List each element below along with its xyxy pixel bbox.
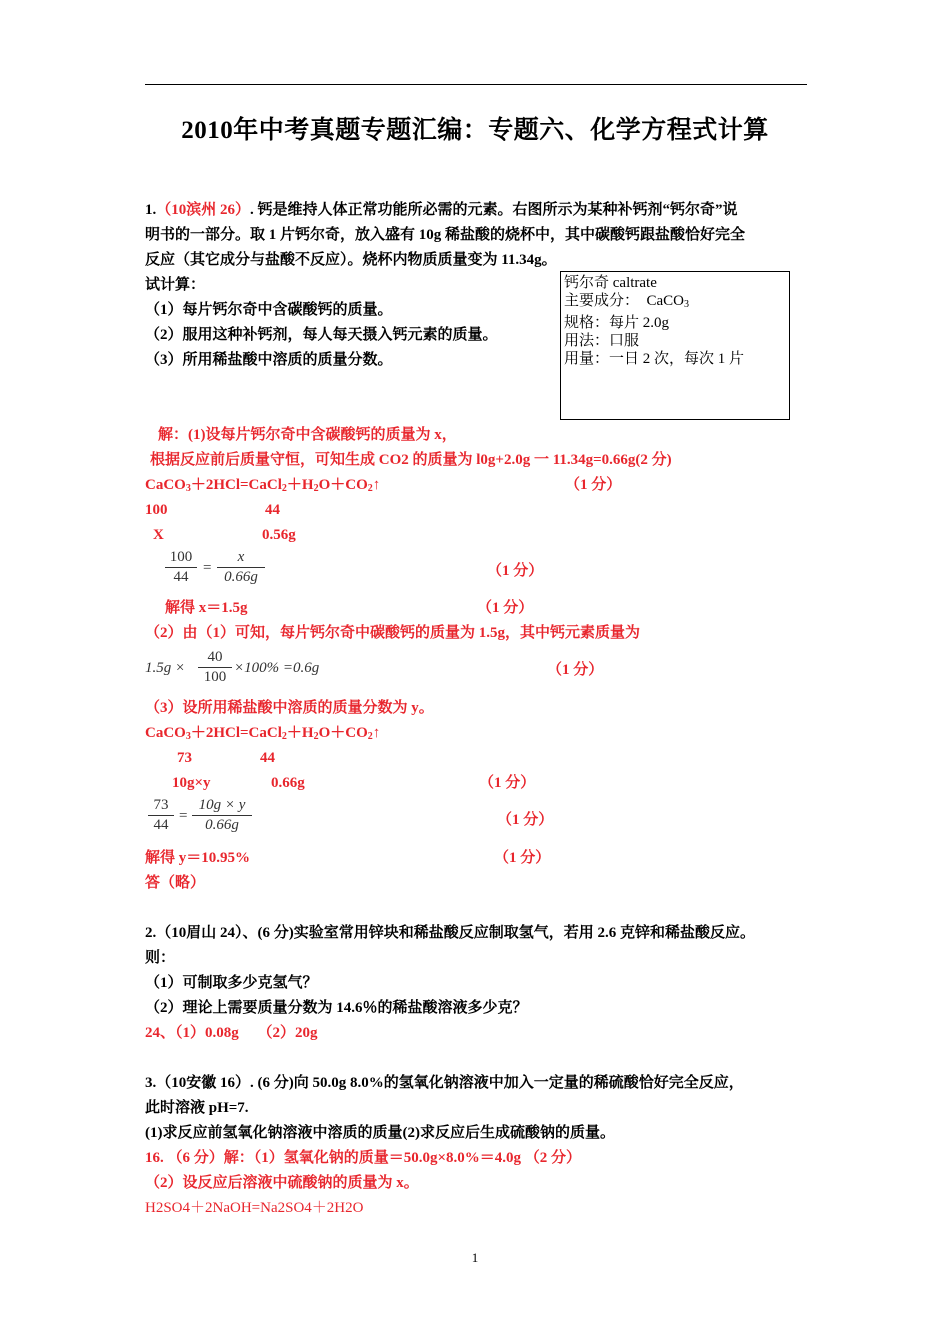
q2-line2: 则： [145,950,176,966]
q1-molar-44b: 44 [260,750,275,766]
score-mark: （1 分） [565,477,622,493]
q1-molar-100: 100 [145,502,168,518]
score-mark: （1 分） [547,662,604,678]
fraction-40-100: 40 100 [198,649,232,686]
q2-sub1: （1）可制取多少克氢气？ [145,975,318,991]
fraction-x-066: x 0.66g [217,549,265,586]
box-line2: 主要成分： CaCO$_3$ [564,293,690,310]
box-line4: 用法：口服 [564,333,640,349]
q3-line3: (1)求反应前氢氧化钠溶液中溶质的质量(2)求反应后生成硫酸钠的质量。 [145,1125,615,1141]
top-rule [145,84,807,85]
q2-answer: 24、（1）0.08g （2）20g [145,1025,318,1041]
q1-part3: （3）设所用稀盐酸中溶质的质量分数为 y。 [145,700,434,716]
fraction-10gy-066: 10g × y 0.66g [192,797,252,834]
fraction-73-44: 73 44 [148,797,174,834]
q1-solve-y: 解得 y＝10.95% [145,850,251,866]
page-number: 1 [471,1250,479,1265]
q1-sub1: （1）每片钙尔奇中含碳酸钙的质量。 [145,302,393,318]
q1-number: 1. [145,202,157,218]
q1-var-10gy: 10g×y [172,775,211,791]
q1-equation-2: $CaCO_3+2HCl=CaCl_2+H_2O+CO_2↑$ [145,725,381,742]
q1-equation-1: $CaCO_3+2HCl=CaCl_2+H_2O+CO_2↑$ [145,477,381,494]
q1-answer: 答（略） [145,875,206,891]
q1-sub2: （2）服用这种补钙剂，每人每天摄入钙元素的质量。 [145,327,498,343]
fraction-equals: = [203,560,212,576]
calc-right: ×100% =0.6g [234,660,320,676]
q1-solve-x: 解得 x＝1.5g [165,600,248,616]
fraction-equals: = [179,808,188,824]
q3-line2: 此时溶液 pH=7. [145,1100,249,1116]
score-mark: （1 分） [477,600,534,616]
q2-line1: 2.（10眉山 24）、(6 分)实验室常用锌块和稀盐酸反应制取氢气，若用 2.6 克锌和稀盐酸反应。 [145,925,755,941]
calc-left: 1.5g × [145,660,186,676]
q1-source: （10滨州 26） [156,202,251,218]
score-mark: （1 分） [479,775,536,791]
q1-line1: 1.（10滨州 26）. 钙是维持人体正常功能所必需的元素。右图所示为某种补钙剂“钙尔奇”说 [145,202,738,218]
q1-part2: （2）由（1）可知，每片钙尔奇中碳酸钙的质量为 1.5g，其中钙元素质量为 [145,625,641,641]
q1-var-x: X [153,527,164,543]
q3-line1: 3.（10安徽 16）. (6 分)向 50.0g 8.0%的氢氧化钠溶液中加入一定量的稀硫酸恰好完全反应， [145,1075,744,1091]
q1-solution-line2: 根据反应前后质量守恒，可知生成 CO2 的质量为 l0g+2.0g 一 11.34g=0.66g(2 分) [150,452,672,468]
q1-val-056: 0.56g [262,527,296,543]
q3-solution-line1: 16. （6 分）解：（1）氢氧化钠的质量＝50.0g×8.0%＝4.0g （2 分） [145,1150,582,1166]
q1-sub3: （3）所用稀盐酸中溶质的质量分数。 [145,352,393,368]
box-line1: 钙尔奇 caltrate [564,275,657,291]
score-mark: （1 分） [497,812,554,828]
score-mark: （1 分） [487,563,544,579]
q1-molar-73: 73 [177,750,192,766]
caltrate-label-box [560,271,790,420]
box-line3: 规格：每片 2.0g [564,315,670,331]
q3-equation: H2SO4＋2NaOH=Na2SO4＋2H2O [145,1200,364,1216]
q1-line3: 反应（其它成分与盐酸不反应）。烧杯内物质质量变为 11.34g。 [145,252,557,268]
page-title: 2010年中考真题专题汇编：专题六、化学方程式计算 [181,117,769,144]
score-mark: （1 分） [494,850,551,866]
box-line5: 用量：一日 2 次，每次 1 片 [564,351,745,367]
fraction-100-44: 100 44 [165,549,197,586]
q2-sub2: （2）理论上需要质量分数为 14.6％的稀盐酸溶液多少克？ [145,1000,528,1016]
q1-solution-line1: 解：(1)设每片钙尔奇中含碳酸钙的质量为 x， [158,427,457,443]
q1-line2: 明书的一部分。取 1 片钙尔奇，放入盛有 10g 稀盐酸的烧杯中，其中碳酸钙跟盐酸恰好完全 [145,227,746,243]
q3-solution-line2: （2）设反应后溶液中硫酸钠的质量为 x。 [145,1175,419,1191]
q1-val-066: 0.66g [271,775,305,791]
q1-calc-label: 试计算： [145,277,206,293]
q1-molar-44: 44 [265,502,280,518]
